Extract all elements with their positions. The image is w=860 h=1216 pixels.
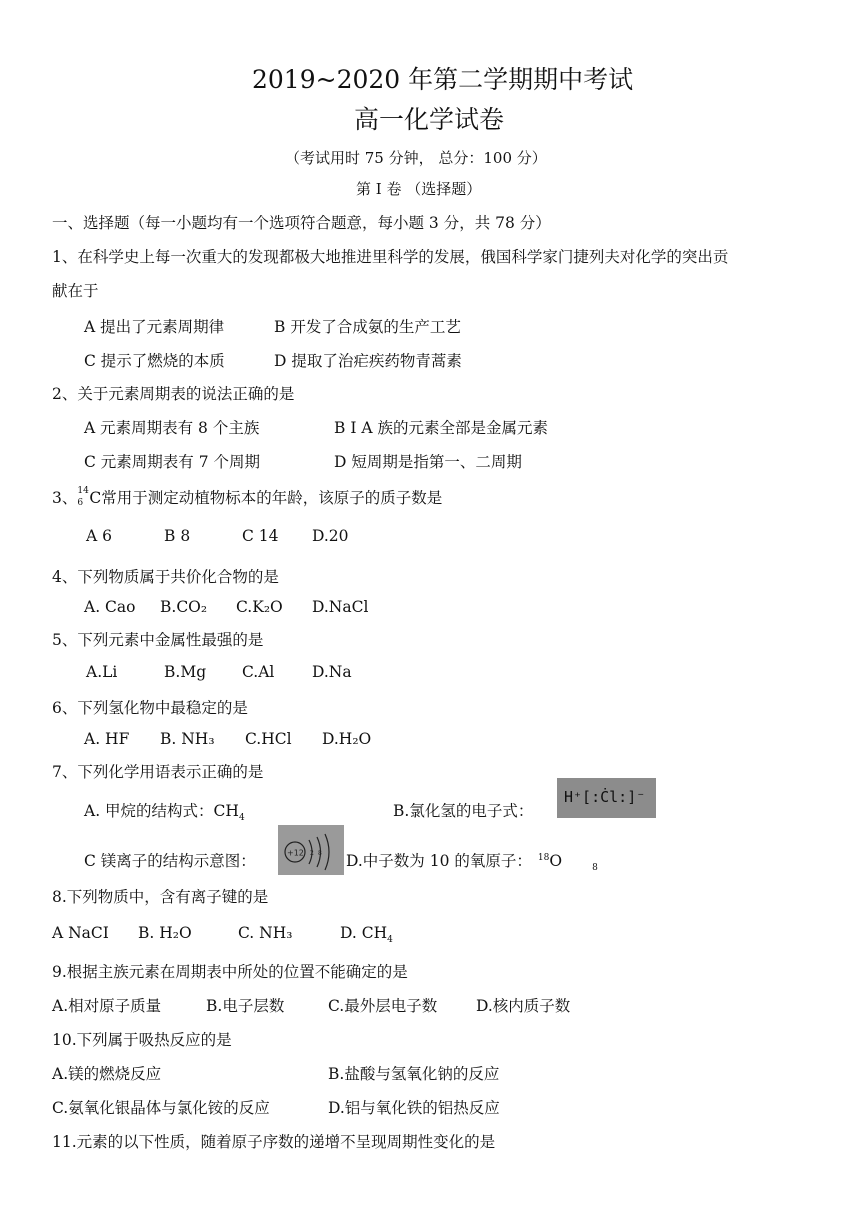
question-stem: 6、下列氢化物中最稳定的是 bbox=[52, 699, 248, 717]
option-c: C.HCl bbox=[245, 730, 292, 748]
option-c: C.Al bbox=[242, 663, 275, 681]
option-d: D.Na bbox=[312, 663, 352, 681]
question-stem: 2、关于元素周期表的说法正确的是 bbox=[52, 385, 295, 403]
question-stem: 9.根据主族元素在周期表中所处的位置不能确定的是 bbox=[52, 963, 408, 981]
question-stem: 4、下列物质属于共价化合物的是 bbox=[52, 568, 279, 586]
option-d: D.核内质子数 bbox=[476, 997, 571, 1015]
option-b: B.氯化氢的电子式： bbox=[393, 802, 534, 820]
option-a: A.相对原子质量 bbox=[52, 997, 162, 1015]
hcl-electron-formula-image bbox=[557, 778, 656, 818]
option-b: B.Mg bbox=[164, 663, 207, 681]
option-d: D.NaCl bbox=[312, 598, 369, 616]
option-b: B.CO₂ bbox=[160, 598, 208, 616]
option-a: A.Li bbox=[86, 663, 118, 681]
paper-title: 高一化学试卷 bbox=[354, 105, 505, 134]
option-b: B. H₂O bbox=[138, 924, 192, 942]
question-stem-cont: 献在于 bbox=[52, 282, 99, 300]
option-a: A 6 bbox=[86, 527, 112, 545]
svg-text:+12: +12 bbox=[287, 848, 304, 858]
option-a: A 提出了元素周期律 bbox=[84, 318, 225, 336]
option-d: D.H₂O bbox=[322, 730, 372, 748]
option-b: B. NH₃ bbox=[160, 730, 215, 748]
part-heading: 第 I 卷 （选择题） bbox=[356, 180, 482, 198]
option-b: B.电子层数 bbox=[206, 997, 285, 1015]
electron-formula-text: H⁺[:Ċl:]⁻ bbox=[564, 788, 646, 806]
option-b: B 8 bbox=[164, 527, 191, 545]
section-heading: 一、选择题（每一小题均有一个选项符合题意，每小题 3 分，共 78 分） bbox=[52, 214, 551, 232]
svg-text:2: 2 bbox=[310, 850, 314, 857]
exam-title: 2019~2020 年第二学期期中考试 bbox=[252, 65, 634, 94]
option-c: C 镁离子的结构示意图： bbox=[84, 852, 256, 870]
ion-structure-icon bbox=[278, 825, 344, 875]
option-a: A. 甲烷的结构式：$CH_4$ bbox=[84, 802, 245, 824]
option-c: C 元素周期表有 7 个周期 bbox=[84, 453, 261, 471]
option-c: C. NH₃ bbox=[238, 924, 293, 942]
option-a: A 元素周期表有 8 个主族 bbox=[84, 419, 260, 437]
option-c: C.K₂O bbox=[236, 598, 283, 616]
option-d: D. $CH_4$ bbox=[340, 924, 393, 946]
option-c: C.最外层电子数 bbox=[328, 997, 438, 1015]
question-stem: 10.下列属于吸热反应的是 bbox=[52, 1031, 232, 1049]
question-stem: 1、在科学史上每一次重大的发现都极大地推进里科学的发展，俄国科学家门捷列夫对化学的突出贡 bbox=[52, 248, 729, 266]
magnesium-ion-diagram-image bbox=[278, 825, 344, 875]
option-c: C.氨氧化银晶体与氯化铵的反应 bbox=[52, 1099, 270, 1117]
question-stem: 5、下列元素中金属性最强的是 bbox=[52, 631, 264, 649]
question-stem: 8.下列物质中，含有离子键的是 bbox=[52, 888, 269, 906]
svg-text:8: 8 bbox=[318, 850, 322, 857]
option-d: D 短周期是指第一、二周期 bbox=[334, 453, 522, 471]
option-a: A NaCI bbox=[52, 924, 109, 942]
option-b: B.盐酸与氢氧化钠的反应 bbox=[328, 1065, 500, 1083]
option-d: D.铝与氧化铁的铝热反应 bbox=[328, 1099, 500, 1117]
isotope-notation: 14 6 bbox=[77, 486, 89, 508]
option-b: B 开发了合成氨的生产工艺 bbox=[274, 318, 461, 336]
option-d: D 提取了治疟疾药物青蒿素 bbox=[274, 352, 462, 370]
option-a: A. Cao bbox=[84, 598, 136, 616]
option-c: C 提示了燃烧的本质 bbox=[84, 352, 225, 370]
question-stem: 7、下列化学用语表示正确的是 bbox=[52, 763, 264, 781]
option-b: B Ⅰ A 族的元素全部是金属元素 bbox=[334, 419, 548, 437]
question-stem: 3、 14 6 C常用于测定动植物标本的年龄，该原子的质子数是 bbox=[52, 486, 443, 508]
exam-meta: （考试用时 75 分钟， 总分：100 分） bbox=[285, 149, 547, 167]
option-d: D.20 bbox=[312, 527, 349, 545]
option-a: A. HF bbox=[84, 730, 130, 748]
question-stem: 11.元素的以下性质，随着原子序数的递增不呈现周期性变化的是 bbox=[52, 1133, 496, 1151]
option-c: C 14 bbox=[242, 527, 279, 545]
option-d: D.中子数为 10 的氧原子： $^{18}$O $_8$ bbox=[346, 852, 598, 873]
option-a: A.镁的燃烧反应 bbox=[52, 1065, 162, 1083]
